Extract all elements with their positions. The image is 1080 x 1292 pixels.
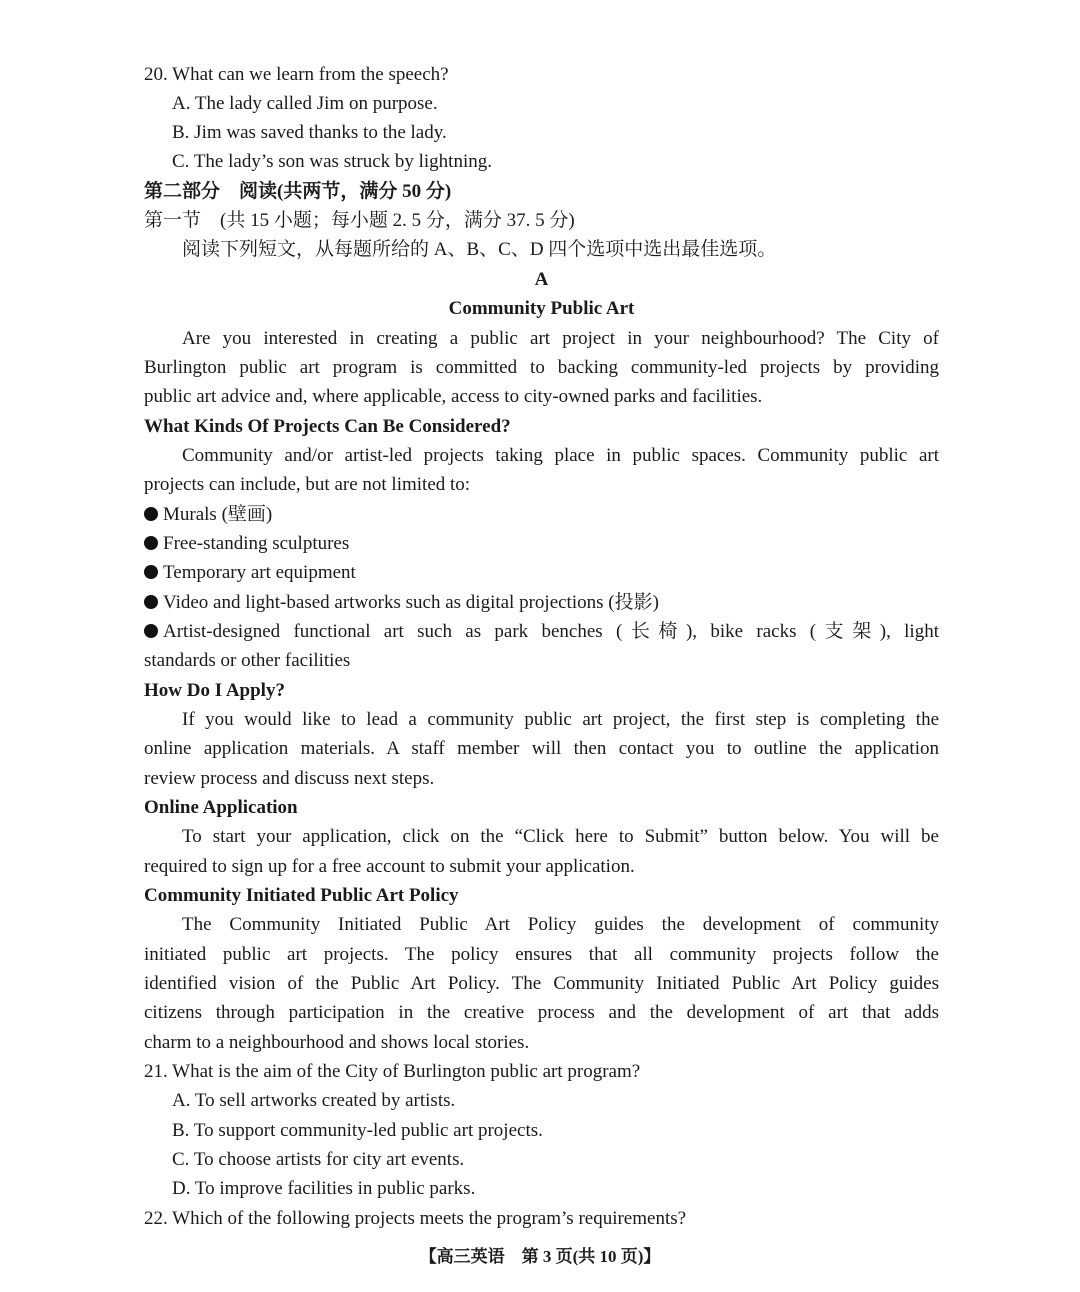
question-20-option-b: B. Jim was saved thanks to the lady. [172, 122, 447, 143]
question-21-option-a: A. To sell artworks created by artists. [172, 1090, 456, 1111]
bullet-continuation: standards or other facilities [144, 650, 351, 671]
question-22-stem: 22. Which of the following projects meets the program’s requirements? [144, 1208, 687, 1229]
apply-line-2: online application materials. A staff member will then contact you to outline the application [144, 738, 939, 759]
apply-line-1: If you would like to lead a community public art project, the first step is completing the [182, 709, 939, 730]
bullet-icon [144, 595, 158, 609]
bullet-item: Murals (壁画) [144, 500, 939, 529]
heading-policy: Community Initiated Public Art Policy [144, 885, 459, 906]
bullet-item: Temporary art equipment [144, 558, 939, 587]
intro-line-3: public art advice and, where applicable, access to city-owned parks and facilities. [144, 386, 763, 407]
bullet-icon [144, 536, 158, 550]
heading-kinds: What Kinds Of Projects Can Be Considered? [144, 416, 511, 437]
apply-line-3: review process and discuss next steps. [144, 768, 435, 789]
bullet-item: Free-standing sculptures [144, 529, 939, 558]
bullet-icon [144, 507, 158, 521]
intro-line-1: Are you interested in creating a public art project in your neighbourhood? The City of [182, 328, 939, 349]
online-line-2: required to sign up for a free account to submit your application. [144, 856, 635, 877]
page-footer: 【高三英语 第 3 页(共 10 页)】 [419, 1247, 661, 1266]
kinds-line-1: Community and/or artist-led projects taking place in public spaces. Community public art [182, 445, 939, 466]
online-line-1: To start your application, click on the “Click here to Submit” button below. You will be [182, 826, 939, 847]
policy-line-2: initiated public art projects. The policy ensures that all community projects follow the [144, 944, 939, 965]
kinds-line-2: projects can include, but are not limited to: [144, 474, 471, 495]
question-20-option-a: A. The lady called Jim on purpose. [172, 93, 438, 114]
question-21-option-d: D. To improve facilities in public parks. [172, 1178, 476, 1199]
question-21-option-c: C. To choose artists for city art events. [172, 1149, 465, 1170]
bullet-icon [144, 624, 158, 638]
question-20-option-c: C. The lady’s son was struck by lightning. [172, 151, 492, 172]
question-21-option-b: B. To support community-led public art projects. [172, 1120, 543, 1141]
section-2-subsection: 第一节 (共 15 小题；每小题 2. 5 分，满分 37. 5 分) [144, 210, 575, 231]
passage-title: Community Public Art [448, 298, 635, 319]
policy-line-3: identified vision of the Public Art Policy. The Community Initiated Public Art Policy guides [144, 973, 939, 994]
heading-online: Online Application [144, 797, 298, 818]
bullet-item: Video and light-based artworks such as digital projections (投影) [144, 588, 939, 617]
policy-line-5: charm to a neighbourhood and shows local stories. [144, 1032, 530, 1053]
passage-letter: A [534, 269, 549, 290]
section-2-instruction: 阅读下列短文，从每题所给的 A、B、C、D 四个选项中选出最佳选项。 [182, 239, 777, 260]
bullet-item: Artist-designed functional art such as park benches (长椅), bike racks (支架), light [144, 617, 939, 646]
intro-line-2: Burlington public art program is committed to backing community-led projects by providing [144, 357, 939, 378]
policy-line-4: citizens through participation in the creative process and the development of art that adds [144, 1002, 939, 1023]
question-20-stem: 20. What can we learn from the speech? [144, 64, 449, 85]
bullet-icon [144, 565, 158, 579]
section-2-title: 第二部分 阅读(共两节，满分 50 分) [144, 181, 452, 202]
policy-line-1: The Community Initiated Public Art Policy guides the development of community [182, 914, 939, 935]
heading-apply: How Do I Apply? [144, 680, 285, 701]
question-21-stem: 21. What is the aim of the City of Burlington public art program? [144, 1061, 641, 1082]
